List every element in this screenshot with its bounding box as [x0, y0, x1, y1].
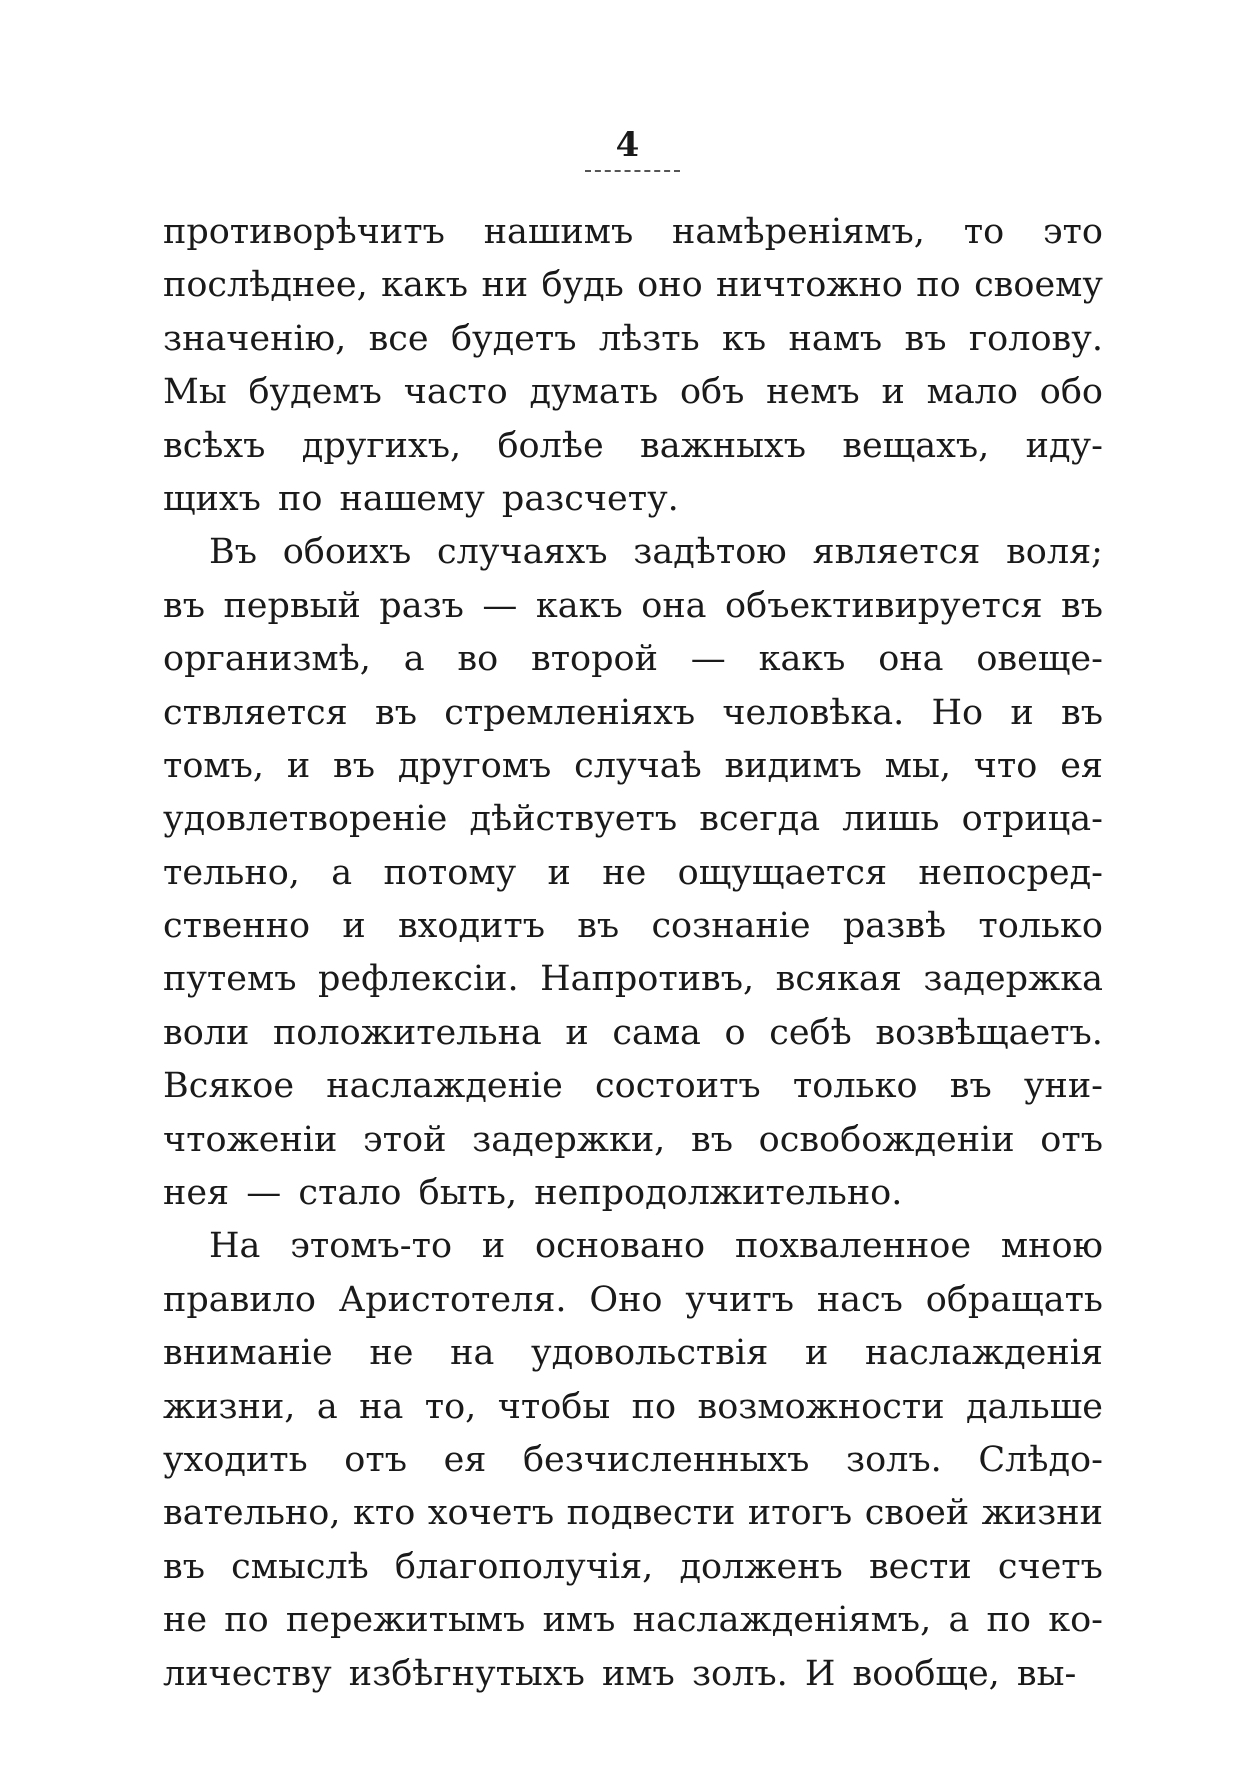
text-line: противорѣчитъ нашимъ намѣреніямъ, то это	[163, 212, 1103, 252]
text-line: въ смыслѣ благополучія, долженъ вести счетъ	[163, 1546, 1103, 1587]
paragraph	[163, 206, 1103, 526]
text-line: путемъ рефлексіи. Напротивъ, всякая задержка	[163, 959, 1103, 1000]
text-line: удовлетвореніе дѣйствуетъ всегда лишь отрица-	[163, 799, 1103, 840]
page-number: 4	[615, 125, 640, 165]
text-line: не по пережитымъ имъ наслажденіямъ, а по ко-	[163, 1600, 1103, 1641]
text-line: личеству избѣгнутыхъ имъ золъ. И вообще, вы-	[163, 1653, 1077, 1694]
text-line: томъ, и въ другомъ случаѣ видимъ мы, что ея	[163, 745, 1103, 786]
text-line: Въ обоихъ случаяхъ задѣтою является воля;	[209, 532, 1103, 573]
text-line: всѣхъ другихъ, болѣе важныхъ вещахъ, иду-	[163, 425, 1103, 466]
text-line: вниманіе не на удовольствія и наслажденія	[163, 1333, 1103, 1374]
text-line: Всякое наслажденіе состоитъ только въ уни-	[163, 1066, 1103, 1107]
text-line: Мы будемъ часто думать объ немъ и мало обо	[163, 372, 1103, 413]
text-line: нея — стало быть, непродолжительно.	[163, 1173, 903, 1214]
text-line: въ первый разъ — какъ она объективируется въ	[163, 585, 1103, 626]
text-line: вательно, кто хочетъ подвести итогъ своей жизни	[163, 1493, 1103, 1534]
paragraph	[163, 1220, 1103, 1701]
text-line: тельно, а потому и не ощущается непосред-	[163, 852, 1103, 893]
text-line: правило Аристотеля. Оно учитъ насъ обращать	[163, 1279, 1103, 1320]
text-line: щихъ по нашему разсчету.	[163, 478, 679, 519]
text-line: уходить отъ ея безчисленныхъ золъ. Слѣдо-	[163, 1439, 1103, 1480]
text-line: послѣднее, какъ ни будь оно ничтожно по своему	[163, 265, 1103, 306]
header-rule	[585, 170, 680, 172]
text-line: значенію, все будетъ лѣзть къ намъ въ голову.	[163, 318, 1103, 359]
text-line: ствляется въ стремленіяхъ человѣка. Но и въ	[163, 692, 1103, 733]
text-line: ственно и входитъ въ сознаніе развѣ только	[163, 906, 1103, 947]
text-line: жизни, а на то, чтобы по возможности дальше	[163, 1386, 1103, 1427]
text-line: организмѣ, а во второй — какъ она овеще-	[163, 639, 1103, 680]
text-line: На этомъ-то и основано похваленное мною	[209, 1226, 1103, 1267]
text-line: воли положительна и сама о себѣ возвѣщаетъ.	[163, 1012, 1103, 1053]
text-line: чтоженіи этой задержки, въ освобожденіи отъ	[163, 1119, 1103, 1160]
paragraph	[163, 526, 1103, 1220]
body-text	[163, 206, 1103, 1701]
